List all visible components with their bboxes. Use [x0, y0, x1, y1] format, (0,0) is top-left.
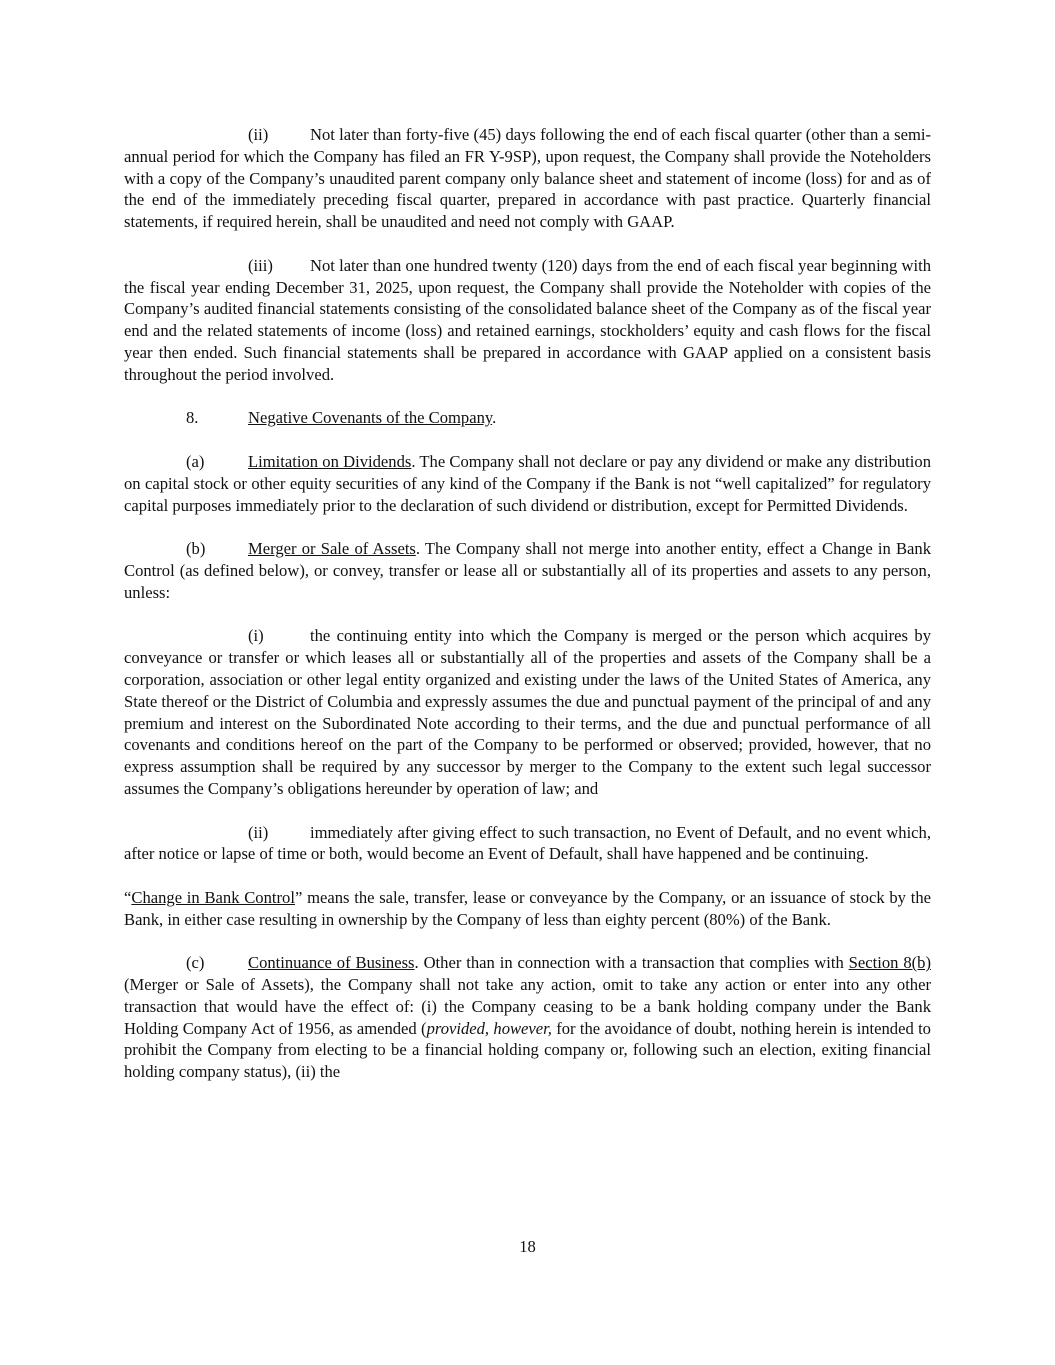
- section-8b-merger-or-sale: [124, 538, 931, 603]
- open-quote: “: [124, 887, 132, 907]
- paragraph-number: (ii): [248, 125, 269, 144]
- paragraph-iii-annual-statements: [124, 255, 931, 386]
- defined-term: Change in Bank Control: [131, 887, 295, 907]
- section-8b-clause-ii: [124, 822, 931, 866]
- subsection-number: (b): [186, 539, 206, 559]
- section-8-heading: [124, 407, 931, 429]
- clause-text: the continuing entity into which the Company is merged or the person which acquires by conveyance or transfer or which leases all or substantially all of the properties and assets of the Company shall be a corporation, association or other legal entity organized and existing under the laws of the United States of America, any State thereof or the District of Columbia and expressly assumes the due and punctual payment of the principal of and any premium and interest on the Subordinated Note according to their terms, and the due and punctual performance of all covenants and conditions hereof on the part of the Company to be performed or observed; provided, however, that no express assumption shall be required by any successor by merger to the Company to the extent such legal successor assumes the Company’s obligations hereunder by operation of law; and: [124, 626, 931, 798]
- paragraph-number: (iii): [248, 255, 273, 275]
- section-number: 8.: [186, 408, 199, 428]
- section-8a-limitation-on-dividends: [124, 451, 931, 516]
- paragraph-text: Not later than one hundred twenty (120) days from the end of each fiscal year beginning with the fiscal year ending December 31, 2025, upon request, the Company shall provide the Noteholder with copies of the Company’s audited financial statements consisting of the consolidated balance sheet of the Company as of the fiscal year end and the related statements of income (loss) and retained earnings, stockholders’ equity and cash flows for the fiscal year then ended. Such financial statements shall be prepared in accordance with GAAP applied on a consistent basis throughout the period involved.: [124, 255, 931, 384]
- section-title: Negative Covenants of the Company: [248, 408, 493, 428]
- paragraph-ii-quarterly-statements: [124, 124, 931, 233]
- subsection-title: Continuance of Business: [248, 953, 415, 973]
- section-8c-continuance-of-business: [124, 952, 931, 1083]
- italic-proviso: provided, however,: [426, 1018, 552, 1038]
- subsection-text-1: . Other than in connection with a transaction that complies with: [414, 953, 849, 973]
- subsection-text: . The Company shall not declare or pay any dividend or make any distribution on capital stock or other equity securities of any kind of the Company if the Bank is not “well capitalized” for regulatory capital purposes immediately prior to the declaration of such dividend or distribution, except for Permitted Dividends.: [124, 451, 931, 515]
- subsection-title: Limitation on Dividends: [248, 451, 412, 471]
- document-page: [124, 124, 931, 1083]
- subsection-number: (a): [186, 451, 205, 471]
- subsection-title: Merger or Sale of Assets: [248, 539, 416, 559]
- section-8b-clause-i: [124, 625, 931, 799]
- section-title-tail: .: [492, 408, 497, 428]
- clause-number: (i): [248, 626, 264, 646]
- paragraph-text: Not later than forty-five (45) days following the end of each fiscal quarter (other than a semi-annual period for which the Company has filed an FR Y-9SP), upon request, the Company shall provide the Noteholders with a copy of the Company’s unaudited parent company only balance sheet and statement of income (loss) for and as of the end of the immediately preceding fiscal quarter, prepared in accordance with past practice. Quarterly financial statements, if required herein, shall be unaudited and need not comply with GAAP.: [124, 125, 931, 232]
- clause-number: (ii): [248, 822, 269, 842]
- subsection-text-2: (Merger or Sale of Assets), the Company shall not take any action, omit to take any action or enter into any other transaction that would have the effect of: (i) the Company ceasing to be a bank holding company under the Bank Holding Company Act of 1956, as amended (: [124, 975, 931, 1038]
- subsection-text-3: for the avoidance of doubt, nothing herein is intended to prohibit the Company from electing to be a financial holding company or, following such an election, exiting financial holding company status), (ii) the: [124, 1018, 931, 1082]
- definition-text: ” means the sale, transfer, lease or conveyance by the Company, or an issuance of stock by the Bank, in either case resulting in ownership by the Company of less than eighty percent (80%) of the Bank.: [124, 887, 931, 929]
- section-reference: Section 8(b): [848, 953, 931, 973]
- clause-text: immediately after giving effect to such transaction, no Event of Default, and no event which, after notice or lapse of time or both, would become an Event of Default, shall have happened and be continuing.: [124, 822, 931, 864]
- page-number: 18: [519, 1237, 536, 1256]
- subsection-number: (c): [186, 953, 205, 973]
- subsection-text: . The Company shall not merge into another entity, effect a Change in Bank Control (as defined below), or convey, transfer or lease all or substantially all of its properties and assets to any person, unless:: [124, 539, 931, 602]
- definition-change-in-bank-control: [124, 887, 931, 931]
